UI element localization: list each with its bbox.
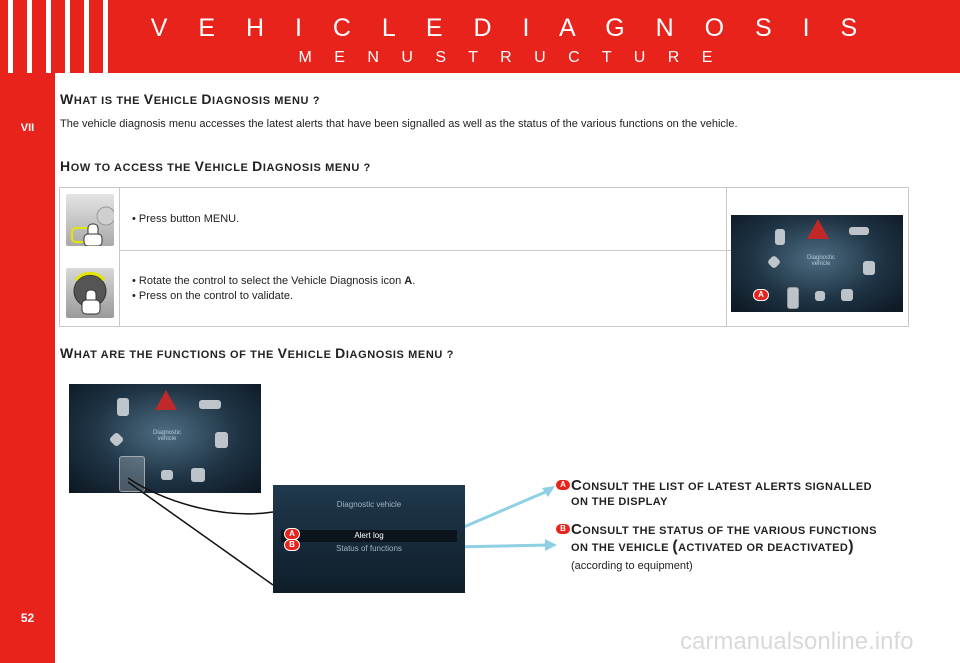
screen-center-label: Diagnostic vehicle — [152, 430, 181, 442]
step-validate: • Press on the control to validate. — [132, 290, 293, 302]
intro-text: The vehicle diagnosis menu accesses the latest alerts that have been signalled as well as the status of the various functions on the vehicle. — [60, 118, 738, 130]
menu-item-status-functions[interactable]: Status of functions — [336, 544, 402, 553]
badge-a: A — [753, 289, 769, 301]
page-title: V E H I C L E D I A G N O S I S — [150, 14, 870, 42]
page-subtitle: M E N U S T R U C T U R E — [298, 49, 722, 66]
menu-title: Diagnostic vehicle — [336, 500, 402, 509]
watermark: carmanualsonline.info — [680, 628, 914, 655]
badge-a: A — [284, 528, 300, 540]
chapter-number: VII — [20, 122, 35, 134]
menu-item-alert-log[interactable]: Alert log — [281, 530, 457, 542]
step-rotate-control: • Rotate the control to select the Vehicle Diagnosis icon A. — [132, 275, 416, 287]
diagnosis-menu-screen — [273, 485, 465, 593]
screen-center-label: Diagnostic vehicle — [806, 255, 835, 267]
badge-b: B — [555, 523, 571, 535]
heading-functions: WHAT ARE THE FUNCTIONS OF THE VEHICLE DIAGNOSIS MENU ? — [60, 345, 454, 361]
function-b-note: (according to equipment) — [571, 560, 693, 572]
function-a-title: CONSULT THE LIST OF LATEST ALERTS SIGNALLED ON THE DISPLAY — [571, 477, 872, 508]
function-b-title: CONSULT THE STATUS OF THE VARIOUS FUNCTIONS ON THE VEHICLE (ACTIVATED OR DEACTIVATED) — [571, 521, 877, 555]
badge-b: B — [284, 539, 300, 551]
badge-a: A — [555, 479, 571, 491]
heading-how-to: HOW TO ACCESS THE VEHICLE DIAGNOSIS MENU ? — [60, 158, 371, 174]
step-press-menu: • Press button MENU. — [132, 213, 240, 225]
page-number: 52 — [20, 611, 35, 625]
heading-what-is: WHAT IS THE VEHICLE DIAGNOSIS MENU ? — [60, 91, 321, 107]
